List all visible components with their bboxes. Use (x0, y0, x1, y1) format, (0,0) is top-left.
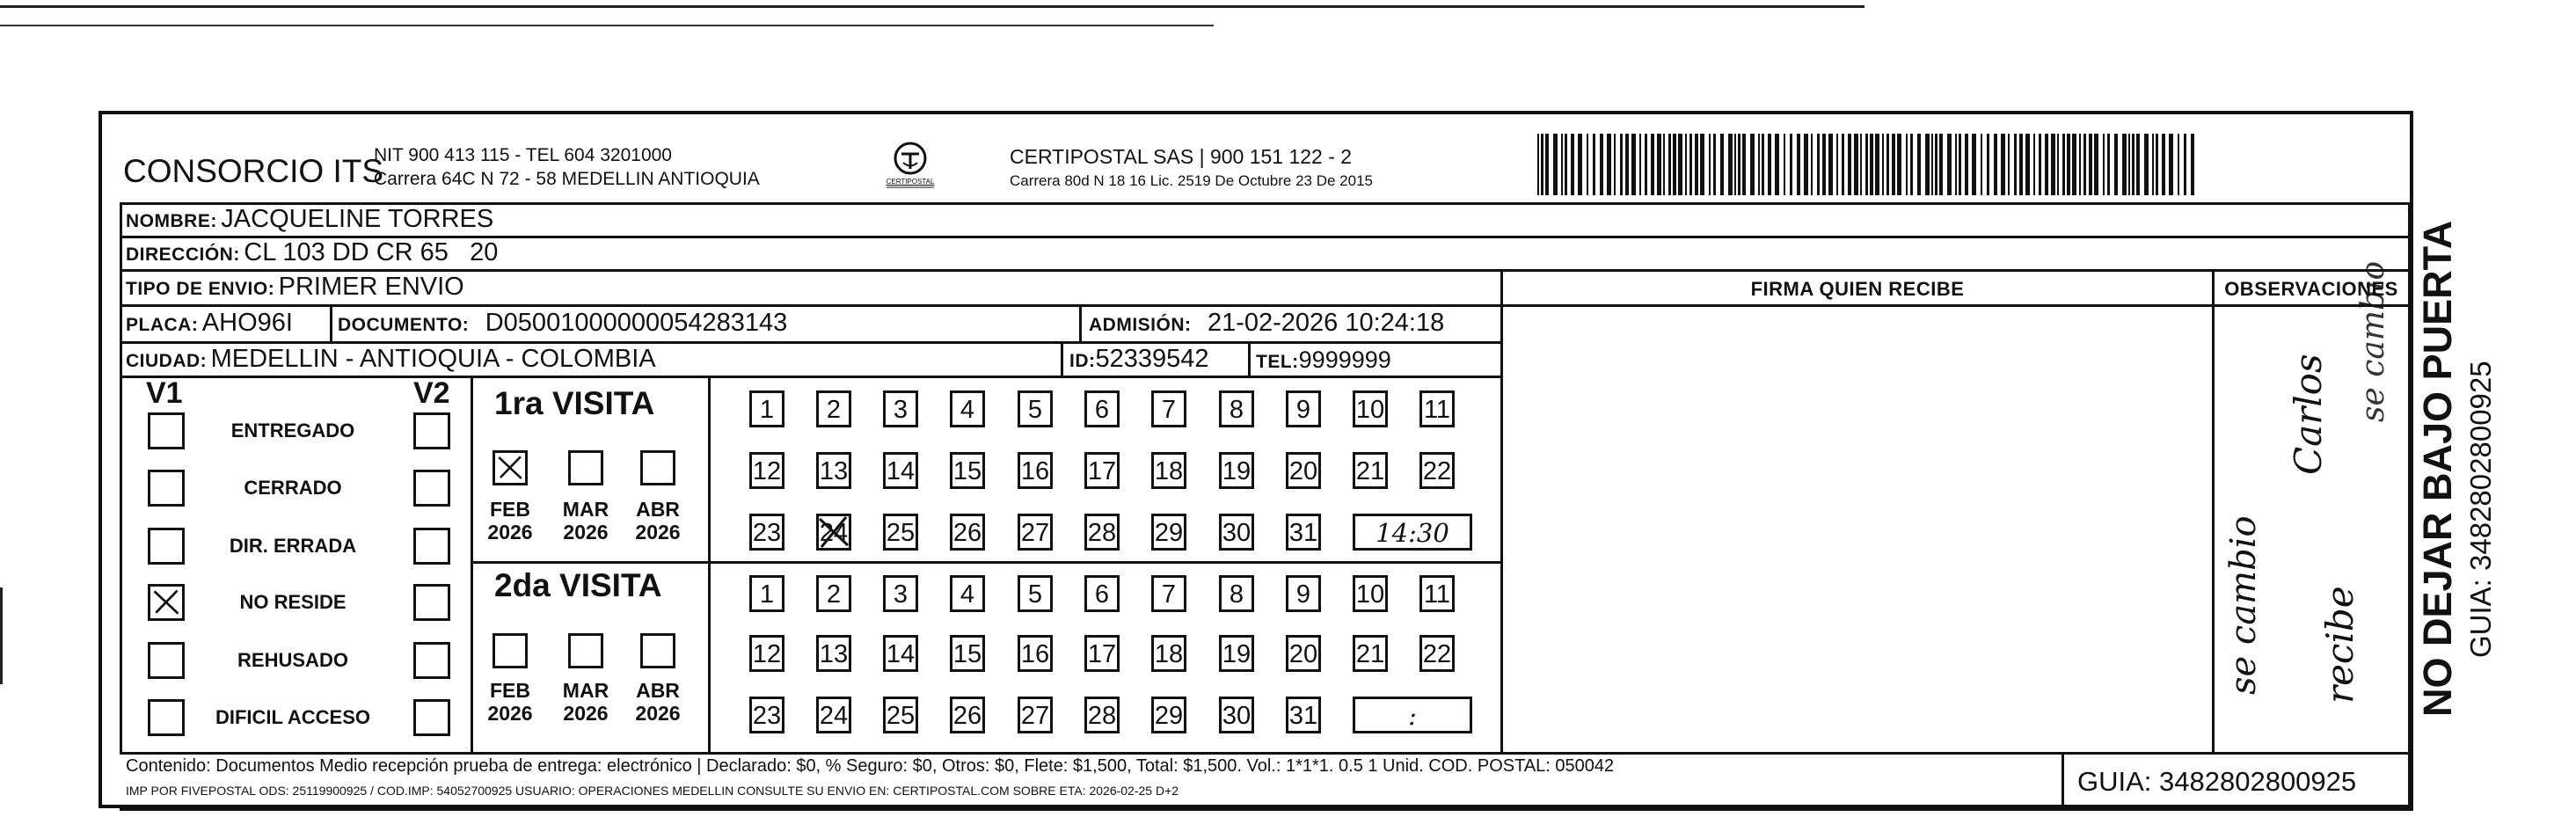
divider-tel (1248, 341, 1251, 376)
rule-firma-header (1500, 304, 2213, 307)
tipo-value: PRIMER ENVIO (278, 273, 464, 301)
day-box[interactable]: 21 (1353, 635, 1388, 672)
handwritten-note-2: Carlos (2287, 354, 2330, 475)
v1-checkbox[interactable] (148, 642, 185, 679)
day-box[interactable]: 20 (1286, 452, 1321, 489)
observaciones-header: OBSERVACIONES (2224, 278, 2398, 300)
nombre-row (126, 205, 493, 234)
day-box[interactable]: 28 (1084, 514, 1120, 551)
month-name: ABR (636, 498, 680, 521)
admision-value: 21-02-2026 10:24:18 (1207, 309, 1445, 337)
rule-tipo-top (120, 269, 2413, 272)
visit1-title: 1ra VISITA (494, 385, 655, 421)
day-box[interactable]: 18 (1151, 635, 1186, 672)
status-label: DIFICIL ACCESO (215, 706, 370, 728)
ciudad-value: MEDELLIN - ANTIOQUIA - COLOMBIA (210, 345, 656, 373)
carrier-line1: CERTIPOSTAL SAS | 900 151 122 - 2 (1010, 145, 1353, 168)
time-box[interactable]: 14:30 (1353, 514, 1472, 551)
day-box[interactable]: 26 (950, 697, 985, 733)
day-box[interactable]: 27 (1018, 514, 1053, 551)
status-label: CERRADO (244, 477, 342, 499)
month-name: FEB (490, 679, 530, 702)
v1-checkbox[interactable] (148, 412, 185, 449)
day-box[interactable]: 18 (1151, 452, 1186, 489)
day-box[interactable]: 4 (950, 390, 985, 427)
day-box[interactable]: 6 (1084, 575, 1120, 612)
divider-placa (330, 304, 332, 341)
tipo-row (126, 273, 464, 302)
day-box[interactable]: 31 (1286, 697, 1321, 733)
rule-visit-divider (471, 561, 1501, 564)
admision-label: ADMISIÓN: (1089, 315, 1192, 335)
handwritten-note-4: se cambio (2355, 260, 2391, 422)
v1-header: V1 (146, 376, 183, 410)
v2-checkbox[interactable] (413, 642, 450, 679)
tel-label: TEL: (1256, 352, 1299, 372)
month-label (627, 679, 689, 725)
day-box[interactable]: 24 (816, 514, 851, 551)
day-box[interactable]: 5 (1018, 390, 1053, 427)
footer-line1: Contenido: Documentos Medio recepción prueba de entrega: electrónico | Declarado: $0, % Seguro: $0, Otros: $0, Flete: $1,500, Total: $1,500. Vol.: 1*1*1. 0.5 1 Unid. COD. POSTAL: 050042 (126, 756, 1615, 776)
direccion-row (126, 238, 498, 267)
month-checkbox[interactable] (640, 450, 675, 485)
tel-value: 9999999 (1298, 347, 1391, 373)
day-box[interactable]: 9 (1286, 390, 1321, 427)
month-label (479, 679, 541, 725)
v2-checkbox[interactable] (413, 699, 450, 736)
tipo-label: TIPO DE ENVIO: (126, 279, 275, 299)
carrier-line2: Carrera 80d N 18 16 Lic. 2519 De Octubre 23 De 2015 (1010, 172, 1373, 189)
v2-checkbox[interactable] (413, 528, 450, 565)
divider-status (471, 376, 473, 752)
direccion-label: DIRECCIÓN: (126, 244, 240, 265)
divider-id (1061, 341, 1063, 376)
v1-checkbox[interactable] (148, 699, 185, 736)
month-name: MAR (562, 498, 609, 521)
month-year: 2026 (635, 521, 681, 544)
day-box[interactable]: 7 (1151, 575, 1186, 612)
rule-ciudad-bottom (120, 376, 1500, 378)
month-label (479, 498, 541, 544)
day-box[interactable]: 13 (816, 452, 851, 489)
day-box[interactable]: 13 (816, 635, 851, 672)
month-checkbox[interactable] (640, 633, 675, 668)
month-year: 2026 (487, 521, 533, 544)
col-obs-left (2212, 269, 2215, 753)
day-box[interactable]: 21 (1353, 452, 1388, 489)
documento-row (338, 309, 787, 338)
month-checkbox[interactable] (493, 450, 528, 485)
v2-checkbox[interactable] (413, 412, 450, 449)
day-box[interactable]: 14 (883, 452, 918, 489)
placa-value: AHO96I (201, 309, 293, 337)
side-guia: GUIA: 3482802800925 (2464, 361, 2497, 658)
day-box[interactable]: 10 (1353, 390, 1388, 427)
day-box[interactable]: 27 (1018, 697, 1053, 733)
right-border (2408, 202, 2411, 808)
day-box[interactable]: 30 (1219, 514, 1254, 551)
month-checkbox[interactable] (568, 633, 603, 668)
tel-row (1256, 347, 1391, 374)
visit2-title: 2da VISITA (494, 567, 662, 603)
day-box[interactable]: 3 (883, 390, 918, 427)
top-rule-secondary (0, 25, 1214, 26)
day-box[interactable]: 2 (816, 575, 851, 612)
placa-label: PLACA: (126, 315, 199, 335)
month-name: MAR (562, 679, 609, 702)
rule-ciudad-top (120, 341, 1500, 344)
v1-checkbox[interactable] (148, 470, 185, 507)
day-box[interactable]: 20 (1286, 635, 1321, 672)
day-box[interactable]: 25 (883, 514, 918, 551)
day-box[interactable]: 19 (1219, 635, 1254, 672)
nombre-value: JACQUELINE TORRES (221, 205, 494, 233)
day-box[interactable]: 26 (950, 514, 985, 551)
day-box[interactable]: 16 (1018, 452, 1053, 489)
month-label (555, 498, 617, 544)
day-box[interactable]: 15 (950, 452, 985, 489)
day-box[interactable]: 12 (749, 452, 784, 489)
day-box[interactable]: 8 (1219, 575, 1254, 612)
company-line1: NIT 900 413 115 - TEL 604 3201000 (374, 145, 672, 165)
month-name: FEB (490, 498, 530, 521)
day-box[interactable]: 10 (1353, 575, 1388, 612)
status-label: DIR. ERRADA (229, 535, 357, 557)
month-year: 2026 (635, 702, 681, 725)
left-border (120, 202, 122, 752)
footer-guia: GUIA: 3482802800925 (2077, 766, 2357, 797)
day-box[interactable]: 3 (883, 575, 918, 612)
divider-months (708, 376, 711, 752)
day-box[interactable]: 25 (883, 697, 918, 733)
day-box[interactable]: 11 (1419, 575, 1455, 612)
direccion-value: CL 103 DD CR 65 20 (244, 238, 499, 266)
day-box[interactable]: 23 (749, 514, 784, 551)
day-box[interactable]: 16 (1018, 635, 1053, 672)
day-box[interactable]: 22 (1419, 635, 1455, 672)
logo-caption: CERTIPOSTAL (886, 178, 935, 186)
v2-header: V2 (413, 376, 450, 410)
month-label (627, 498, 689, 544)
day-box[interactable]: 1 (749, 575, 784, 612)
firma-header: FIRMA QUIEN RECIBE (1750, 278, 1965, 300)
side-warning: NO DEJAR BAJO PUERTA (2415, 220, 2460, 717)
v1-checkbox[interactable] (148, 528, 185, 565)
day-box[interactable]: 8 (1219, 390, 1254, 427)
day-box[interactable]: 4 (950, 575, 985, 612)
company-line2: Carrera 64C N 72 - 58 MEDELLIN ANTIOQUIA (374, 169, 760, 189)
v1-checkbox[interactable] (148, 584, 185, 621)
rule-footer-bottom (120, 808, 2413, 811)
month-name: ABR (636, 679, 680, 702)
id-row (1069, 345, 1209, 374)
month-label (555, 679, 617, 725)
rule-footer-top (120, 752, 2413, 755)
company-name: CONSORCIO ITS (123, 153, 384, 189)
footer-line2: IMP POR FIVEPOSTAL ODS: 25119900925 / COD.IMP: 54052700925 USUARIO: OPERACIONES MEDELLIN CONSULTE SU ENVIO EN: CERTIPOSTAL.COM SOBRE ETA: 2026-02-25 D+2 (126, 784, 1179, 798)
day-box[interactable]: 15 (950, 635, 985, 672)
day-box[interactable]: 23 (749, 697, 784, 733)
month-year: 2026 (563, 702, 609, 725)
day-box[interactable]: 22 (1419, 452, 1455, 489)
admision-row (1089, 309, 1444, 338)
ciudad-row (126, 345, 656, 374)
day-box[interactable]: 12 (749, 635, 784, 672)
handwritten-note-1: se cambio (2223, 515, 2264, 695)
time-box[interactable]: : (1353, 697, 1472, 733)
ciudad-label: CIUDAD: (126, 351, 208, 371)
month-year: 2026 (563, 521, 609, 544)
day-box[interactable]: 30 (1219, 697, 1254, 733)
status-label: NO RESIDE (239, 591, 347, 613)
day-box[interactable]: 1 (749, 390, 784, 427)
top-rule (0, 5, 1864, 8)
day-box[interactable]: 14 (883, 635, 918, 672)
day-box[interactable]: 29 (1151, 697, 1186, 733)
divider-admision (1079, 304, 1082, 341)
day-box[interactable]: 17 (1084, 635, 1120, 672)
day-box[interactable]: 9 (1286, 575, 1321, 612)
documento-label: DOCUMENTO: (338, 315, 470, 335)
divider-guia (2062, 752, 2064, 808)
handwritten-note-3: recibe (2318, 586, 2361, 704)
day-box[interactable]: 19 (1219, 452, 1254, 489)
day-box[interactable]: 6 (1084, 390, 1120, 427)
left-edge-mark (0, 587, 3, 684)
id-label: ID: (1069, 351, 1096, 371)
day-box[interactable]: 31 (1286, 514, 1321, 551)
status-label: REHUSADO (237, 649, 348, 671)
day-box[interactable]: 2 (816, 390, 851, 427)
day-box[interactable]: 17 (1084, 452, 1120, 489)
day-box[interactable]: 28 (1084, 697, 1120, 733)
day-box[interactable]: 11 (1419, 390, 1455, 427)
month-year: 2026 (487, 702, 533, 725)
day-box[interactable]: 5 (1018, 575, 1053, 612)
status-label: ENTREGADO (230, 420, 355, 441)
id-value: 52339542 (1095, 345, 1209, 373)
month-checkbox[interactable] (568, 450, 603, 485)
col-firma-left (1500, 269, 1503, 753)
month-checkbox[interactable] (493, 633, 528, 668)
day-box[interactable]: 7 (1151, 390, 1186, 427)
v2-checkbox[interactable] (413, 584, 450, 621)
placa-row (126, 309, 293, 338)
nombre-label: NOMBRE: (126, 211, 217, 231)
day-box[interactable]: 29 (1151, 514, 1186, 551)
v2-checkbox[interactable] (413, 470, 450, 507)
day-box[interactable]: 24 (816, 697, 851, 733)
documento-value: D05001000000054283143 (485, 309, 788, 337)
